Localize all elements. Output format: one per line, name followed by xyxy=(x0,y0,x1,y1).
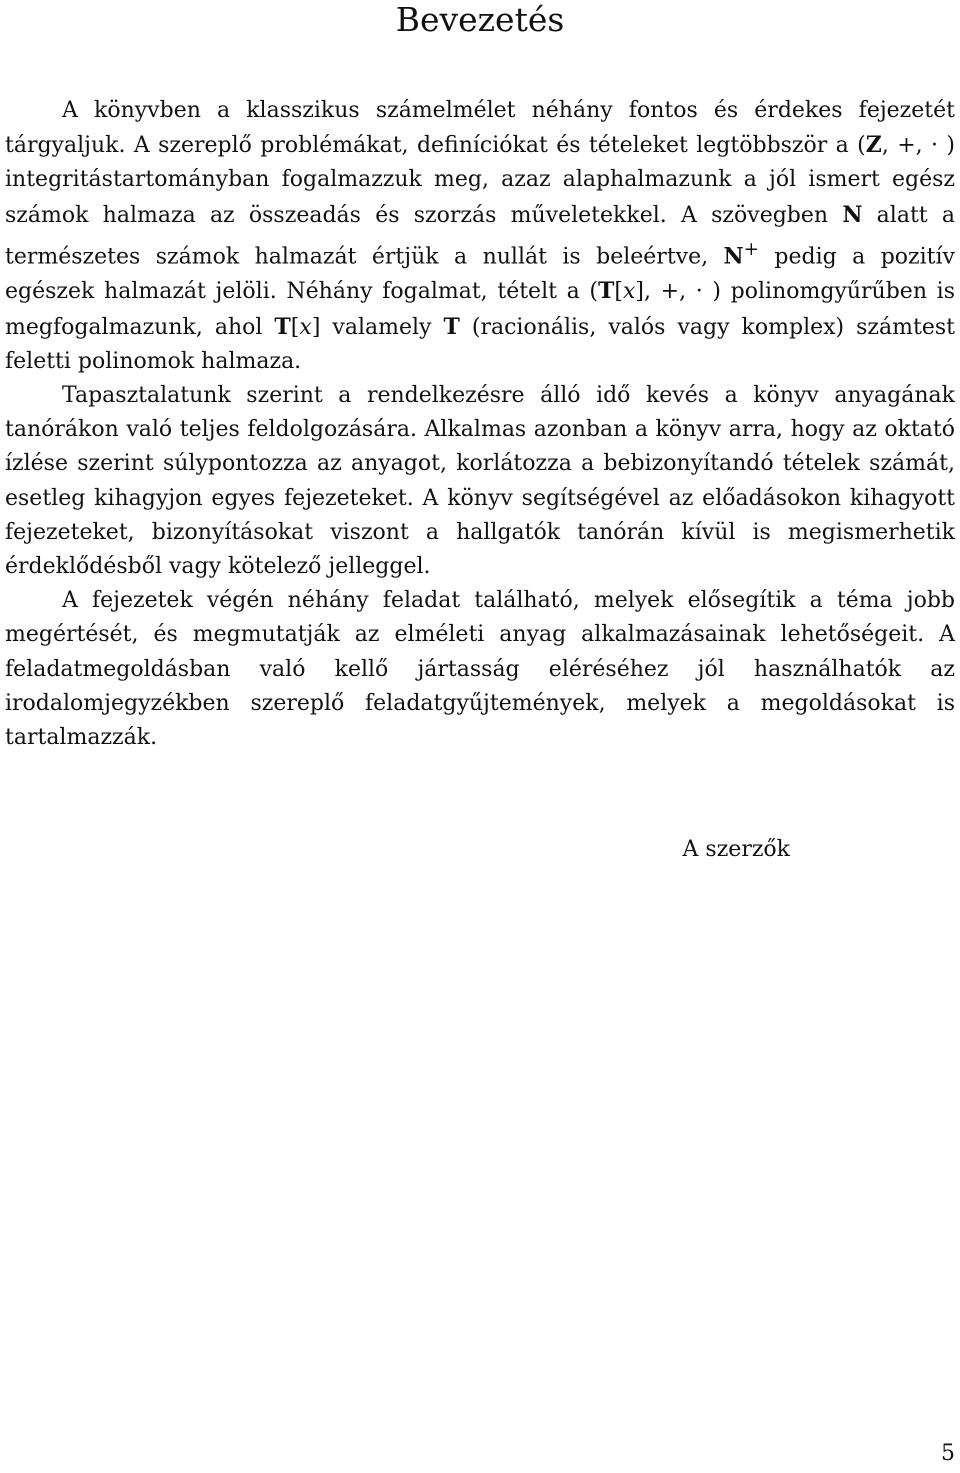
math-symbol: Z xyxy=(865,132,882,159)
body-text xyxy=(5,94,955,755)
text-run: pedig a pozitív egészek halmazát jelöli. Néhány fogalmat, tételt a ( xyxy=(5,244,955,305)
text-run: , +, · ) integritástartományban fogalmazzuk meg, azaz alaphalmazunk a jól ismert egész számok halmaza az összeadás és szorzás műveletekkel. A szövegben xyxy=(5,133,955,228)
paragraph xyxy=(5,94,955,379)
signature: A szerzők xyxy=(682,837,790,862)
page-number: 5 xyxy=(941,1441,955,1466)
text-run: Tapasztalatunk szerint a rendelkezésre álló idő kevés a könyv anyagának tanórákon való teljes feldolgozására. Alkalmas azonban a könyv arra, hogy az oktató ízlése szerint súlypontozza az anyagot, korlátozza a bebizonyítandó tételek számát, esetleg kihagyjon egyes fejezeteket. A könyv segítségével az előadásokon kihagyott fejezeteket, bizonyításokat viszont a hallgatók tanórán kívül is megismerhetik érdeklődésből vagy kötelező jelleggel. xyxy=(5,382,955,579)
text-run: A fejezetek végén néhány feladat található, melyek elősegítik a téma jobb megértését, és megmutatják az elméleti anyag alkalmazásainak lehetőségeit. A feladatmegoldásban való kellő jártasság eléréséhez jól használhatók az irodalomjegyzékben szereplő feladatgyűjtemények, melyek a megoldásokat is tartalmazzák. xyxy=(5,588,955,750)
paragraph xyxy=(5,584,955,755)
page-title: Bevezetés xyxy=(395,0,565,39)
math-superscript: + xyxy=(743,238,759,260)
text-run: [ xyxy=(290,314,300,340)
text-run: [ xyxy=(614,279,623,305)
math-symbol: T xyxy=(598,278,615,305)
math-symbol: T xyxy=(274,313,291,340)
math-variable: x xyxy=(299,314,312,340)
math-variable: x xyxy=(622,279,636,305)
math-symbol: N xyxy=(842,201,863,228)
text-run: ] valamely xyxy=(311,314,444,340)
text-run: ], +, · ) polinomgyűrűben is megfogalmazunk, ahol xyxy=(5,279,955,340)
math-symbol: N xyxy=(723,243,744,270)
paragraph xyxy=(5,379,955,584)
math-symbol: T xyxy=(443,313,460,340)
text-run: A könyvben a klasszikus számelmélet néhány fontos és érdekes fejezetét tárgyaljuk. A szereplő problémákat, definíciókat és tételeket legtöbbször a ( xyxy=(5,98,955,159)
text-run: (racionális, valós vagy komplex) számtest feletti polinomok halmaza. xyxy=(5,314,955,374)
text-run: alatt a természetes számok halmazát értjük a nullát is beleértve, xyxy=(5,202,955,270)
